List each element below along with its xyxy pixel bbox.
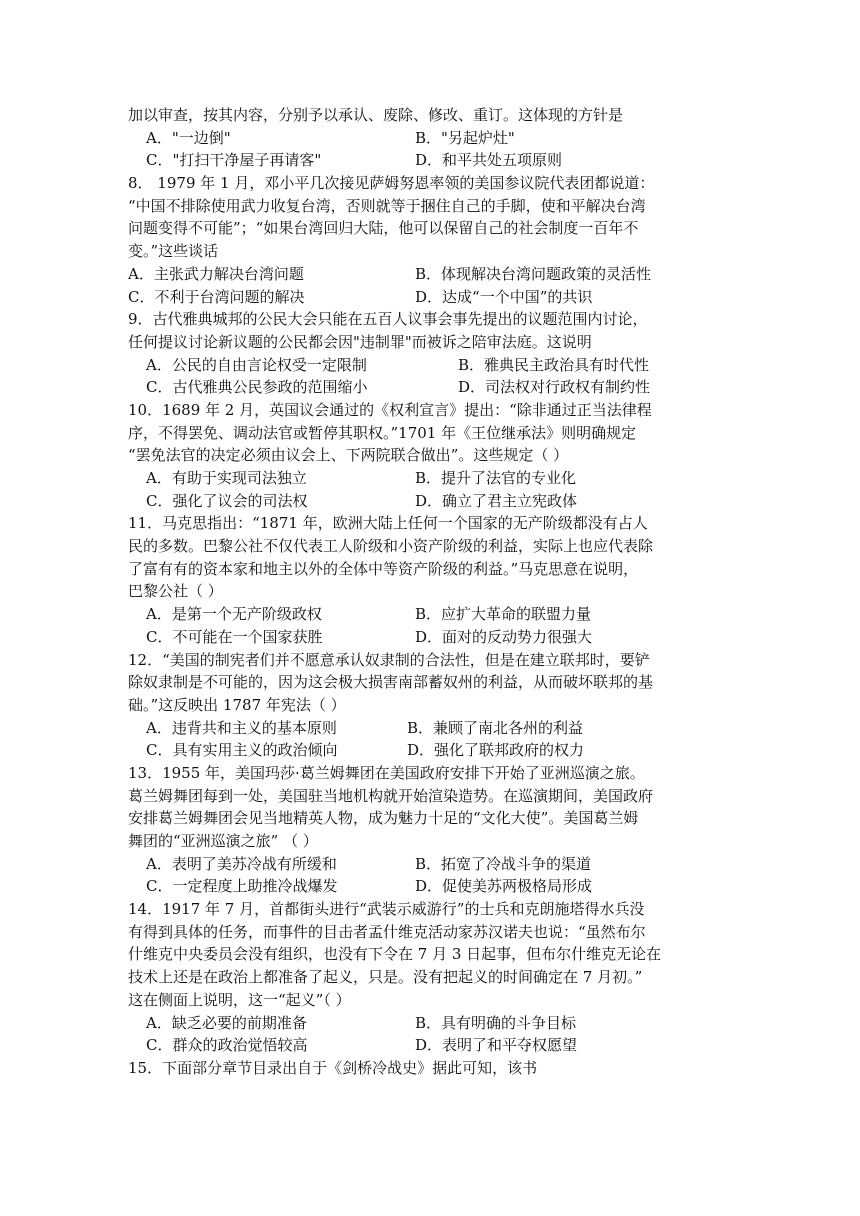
q11-options-row1 <box>128 603 748 626</box>
q14-option-c[interactable]: C．群众的政治觉悟较高 <box>146 1036 308 1055</box>
q7-options-row2 <box>128 149 748 172</box>
q11-option-b[interactable]: B．应扩大革命的联盟力量 <box>415 605 592 624</box>
q8-options-row1 <box>128 263 748 286</box>
q8-options-row2 <box>128 286 748 309</box>
q11-stem-line: 巴黎公社（ ） <box>128 582 223 601</box>
q8-option-c[interactable]: C．不利于台湾问题的解决 <box>128 287 305 306</box>
q9-option-a[interactable]: A．公民的自由言论权受一定限制 <box>146 355 367 374</box>
q11-option-c[interactable]: C．不可能在一个国家获胜 <box>146 627 323 646</box>
q12-options-row2 <box>128 739 748 762</box>
q8-option-a[interactable]: A．主张武力解决台湾问题 <box>128 264 304 283</box>
q11-option-a[interactable]: A．是第一个无产阶级政权 <box>146 605 322 624</box>
q7-option-c[interactable]: C．"打扫干净屋子再请客" <box>146 151 322 170</box>
q14-stem-line: 有得到具体的任务，而事件的目击者孟什维克活动家苏汉诺夫也说：“虽然布尔 <box>128 922 646 941</box>
q13-options-row2 <box>128 875 748 898</box>
q9-stem-line: 9．古代雅典城邦的公民大会只能在五百人议事会事先提出的议题范围内讨论， <box>128 310 648 329</box>
q12-option-d[interactable]: D．强化了联邦政府的权力 <box>407 741 585 760</box>
q12-option-b[interactable]: B．兼顾了南北各州的利益 <box>407 718 584 737</box>
q8-option-d[interactable]: D．达成“一个中国”的共识 <box>415 287 593 306</box>
q12-options-row1 <box>128 717 748 740</box>
q13-option-b[interactable]: B．拓宽了冷战斗争的渠道 <box>415 854 592 873</box>
q10-option-b[interactable]: B．提升了法官的专业化 <box>415 469 577 487</box>
q9-option-d[interactable]: D．司法权对行政权有制约性 <box>458 378 651 397</box>
q7-options-row1 <box>128 127 748 150</box>
q8-stem-line: “中国不排除使用武力收复台湾，否则就等于捆住自己的手脚，使和平解决台湾 <box>128 196 646 215</box>
q15-stem-line: 15．下面部分章节目录出自于《剑桥冷战史》据此可知，该书 <box>128 1058 538 1077</box>
q14-options-row1 <box>128 1012 748 1035</box>
q14-stem-line: 什维克中央委员会没有组织，也没有下令在 7 月 3 日起事，但布尔什维克无论在 <box>128 945 662 964</box>
q11-stem-line: 民的多数。巴黎公社不仅代表工人阶级和小资产阶级的利益，实际上也应代表除 <box>128 537 654 556</box>
q9-options-row2 <box>128 376 748 399</box>
q9-options-row1 <box>128 354 748 377</box>
q13-stem-line: 安排葛兰姆舞团会见当地精英人物，成为魅力十足的“文化大使”。美国葛兰姆 <box>128 809 639 828</box>
q8-stem-line: 问题变得不可能”；“如果台湾回归大陆，他可以保留自己的社会制度一百年不 <box>128 219 639 238</box>
q9-option-b[interactable]: B．雅典民主政治具有时代性 <box>458 355 650 374</box>
q11-options-row2 <box>128 626 748 649</box>
q9-option-c[interactable]: C．古代雅典公民参政的范围缩小 <box>146 378 368 397</box>
q11-stem-line: 了富有有的资本家和地主以外的全体中等资产阶级的利益。”马克思意在说明， <box>128 559 639 578</box>
q10-stem-line: “罢免法官的决定必须由议会上、下两院联合做出”。这些规定（ ） <box>128 446 569 465</box>
q12-option-c[interactable]: C．具有实用主义的政治倾向 <box>146 741 338 760</box>
q10-option-d[interactable]: D．确立了君主立宪政体 <box>415 491 578 510</box>
q13-options-row1 <box>128 853 748 876</box>
q12-stem-line: 12．“美国的制宪者们并不愿意承认奴隶制的合法性，但是在建立联邦时，要铲 <box>128 650 650 669</box>
q11-stem-line: 11．马克思指出：“1871 年，欧洲大陆上任何一个国家的无产阶级都没有占人 <box>128 514 648 533</box>
q14-options-row2 <box>128 1034 748 1057</box>
q10-stem-line: 10．1689 年 2 月，英国议会通过的《权利宣言》提出：“除非通过正当法律程 <box>128 400 652 419</box>
q14-stem-line: 这在侧面上说明，这一“起义”（ ） <box>128 990 351 1009</box>
q13-stem-line: 13．1955 年，美国玛莎·葛兰姆舞团在美国政府安排下开始了亚洲巡演之旅。 <box>128 763 645 782</box>
q13-option-d[interactable]: D．促使美苏两极格局形成 <box>415 877 593 896</box>
q14-option-b[interactable]: B．具有明确的斗争目标 <box>415 1013 577 1032</box>
q12-stem-line: 础。”这反映出 1787 年宪法（ ） <box>128 695 346 714</box>
q7-stem: 加以审查，按其内容，分别予以承认、废除、修改、重订。这体现的方针是 <box>128 106 624 124</box>
q10-stem-line: 序，不得罢免、调动法官或暂停其职权。”1701 年《王位继承法》则明确规定 <box>128 423 637 442</box>
q14-stem-line: 技术上还是在政治上都准备了起义，只是。没有把起义的时间确定在 7 月初。” <box>128 968 643 987</box>
q10-options-row1 <box>128 467 748 490</box>
q14-option-d[interactable]: D．表明了和平夺权愿望 <box>415 1036 578 1055</box>
q12-option-a[interactable]: A．违背共和主义的基本原则 <box>146 718 337 737</box>
q13-option-a[interactable]: A．表明了美苏冷战有所缓和 <box>146 854 337 873</box>
question-list <box>128 104 748 1080</box>
q13-stem-line: 葛兰姆舞团每到一处，美国驻当地机构就开始渲染造势。在巡演期间，美国政府 <box>128 786 654 805</box>
q8-stem-line: 变。”这些谈话 <box>128 242 219 261</box>
q14-stem-line: 14．1917 年 7 月，首都街头进行“武装示威游行”的士兵和克朗施塔得水兵没 <box>128 900 645 919</box>
q14-option-a[interactable]: A．缺乏必要的前期准备 <box>146 1013 307 1032</box>
q10-options-row2 <box>128 490 748 513</box>
q10-option-a[interactable]: A．有助于实现司法独立 <box>146 469 307 487</box>
q7-option-d[interactable]: D．和平共处五项原则 <box>415 151 563 170</box>
q11-option-d[interactable]: D．面对的反动势力很强大 <box>415 627 593 646</box>
q13-option-c[interactable]: C．一定程度上助推冷战爆发 <box>146 877 338 896</box>
q13-stem-line: 舞团的“亚洲巡演之旅” （ ） <box>128 832 318 850</box>
q7-option-a[interactable]: A．"一边倒" <box>146 128 231 147</box>
q9-stem-line: 任何提议讨论新议题的公民都会因"违制罪"而被诉之陪审法庭。这说明 <box>128 332 592 351</box>
q8-option-b[interactable]: B．体现解决台湾问题政策的灵活性 <box>415 264 652 283</box>
q8-stem-line: 8． 1979 年 1 月，邓小平几次接见萨姆努恩率领的美国参议院代表团都说道： <box>128 174 655 193</box>
q10-option-c[interactable]: C．强化了议会的司法权 <box>146 491 308 510</box>
q12-stem-line: 除奴隶制是不可能的，因为这会极大损害南部蓄奴州的利益，从而破坏联邦的基 <box>128 673 654 692</box>
q7-option-b[interactable]: B．"另起炉灶" <box>415 128 515 147</box>
